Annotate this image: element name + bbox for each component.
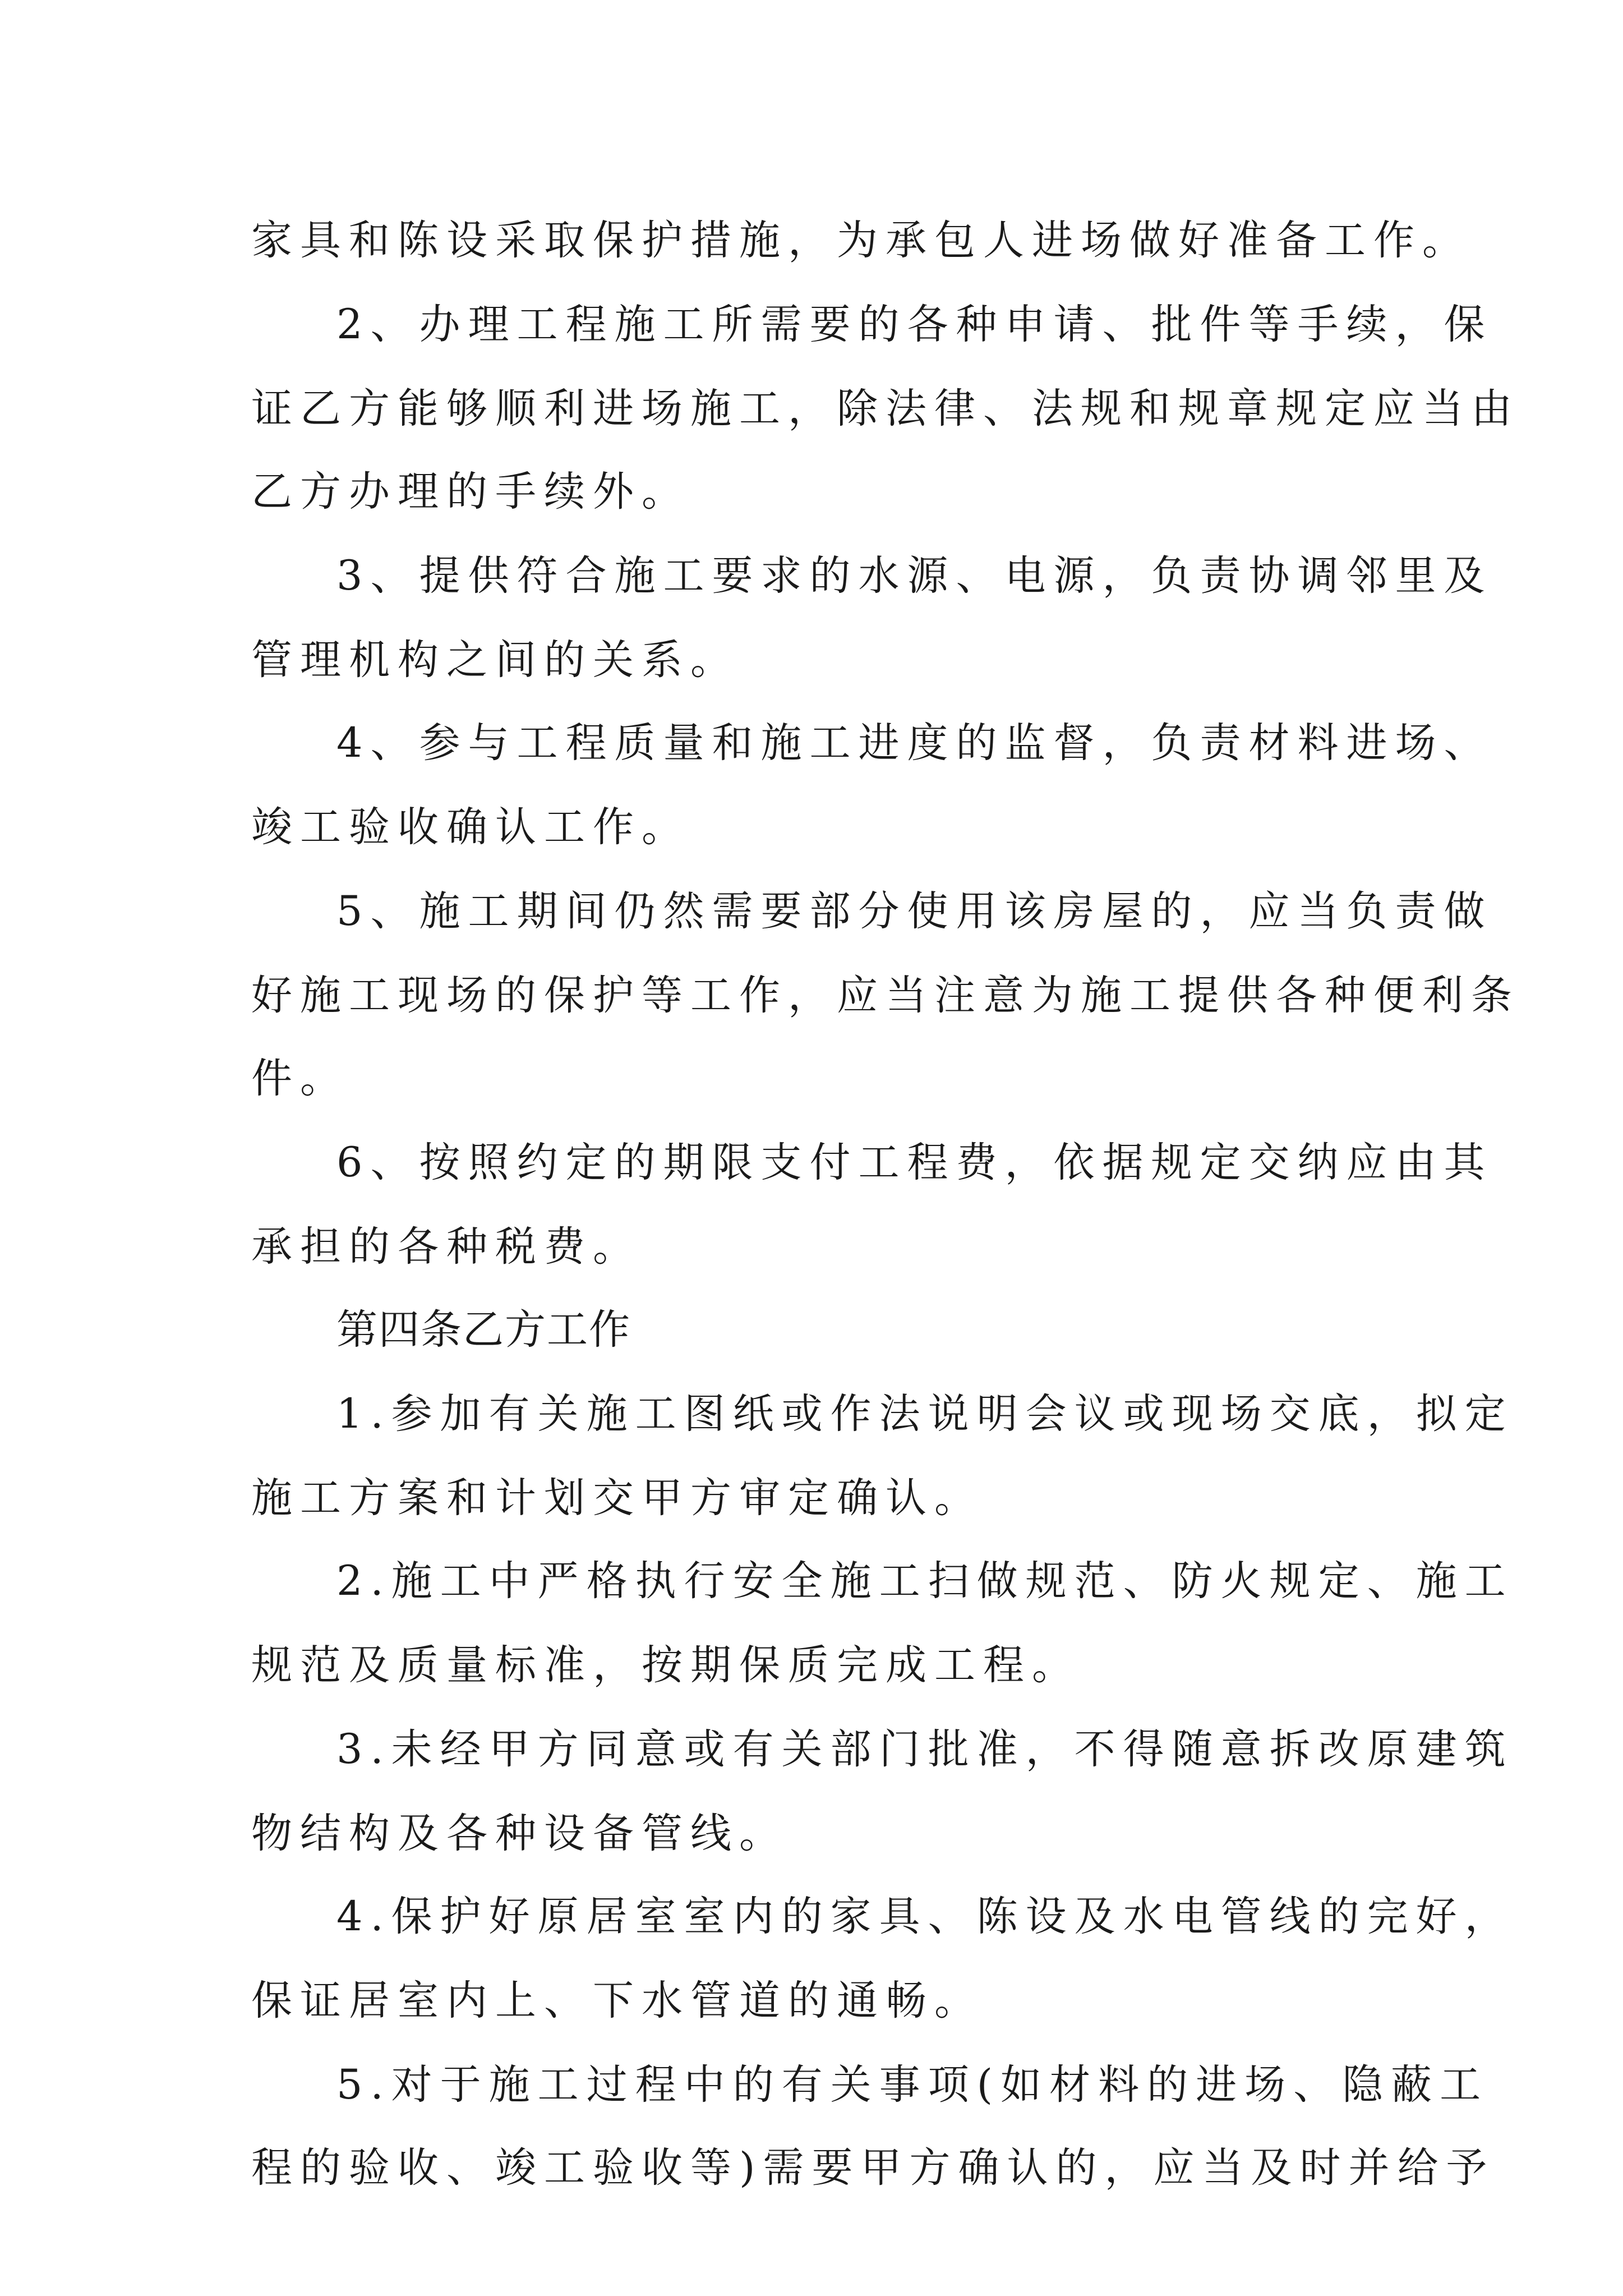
- text-line: 管理机构之间的关系。: [251, 636, 739, 684]
- text-line: 好施工现场的保护等工作，应当注意为施工提供各种便利条: [251, 972, 1520, 1019]
- text-line: 件。: [251, 1055, 349, 1102]
- text-line: 2.施工中严格执行安全施工扫做规范、防火规定、施工: [336, 1557, 1514, 1605]
- text-line: 2、办理工程施工所需要的各种申请、批件等手续，保: [336, 301, 1493, 348]
- text-line: 规范及质量标准，按期保质完成工程。: [251, 1641, 1081, 1689]
- text-line: 5.对于施工过程中的有关事项(如材料的进场、隐蔽工: [336, 2061, 1489, 2109]
- text-line: 家具和陈设采取保护措施，为承包人进场做好准备工作。: [251, 217, 1471, 264]
- text-line: 乙方办理的手续外。: [251, 468, 690, 516]
- text-line: 1.参加有关施工图纸或作法说明会议或现场交底，拟定: [336, 1390, 1514, 1438]
- text-line: 施工方案和计划交甲方审定确认。: [251, 1474, 983, 1522]
- text-line: 6、按照约定的期限支付工程费，依据规定交纳应由其: [336, 1139, 1493, 1186]
- text-line: 3、提供符合施工要求的水源、电源，负责协调邻里及: [336, 552, 1493, 600]
- text-line: 物结构及各种设备管线。: [251, 1810, 788, 1857]
- text-line: 证乙方能够顺利进场施工，除法律、法规和规章规定应当由: [251, 385, 1520, 432]
- text-line: 程的验收、竣工验收等)需要甲方确认的，应当及时并给予: [251, 2144, 1495, 2192]
- section-heading: 第四条乙方工作: [336, 1306, 631, 1354]
- text-line: 承担的各种税费。: [251, 1223, 642, 1271]
- text-line: 5、施工期间仍然需要部分使用该房屋的，应当负责做: [336, 887, 1493, 935]
- text-line: 保证居室内上、下水管道的通畅。: [251, 1977, 983, 2024]
- text-line: 3.未经甲方同意或有关部门批准，不得随意拆改原建筑: [336, 1726, 1514, 1773]
- text-line: 4、参与工程质量和施工进度的监督，负责材料进场、: [336, 719, 1493, 767]
- text-line: 4.保护好原居室室内的家具、陈设及水电管线的完好，: [336, 1893, 1514, 1940]
- text-line: 竣工验收确认工作。: [251, 803, 690, 851]
